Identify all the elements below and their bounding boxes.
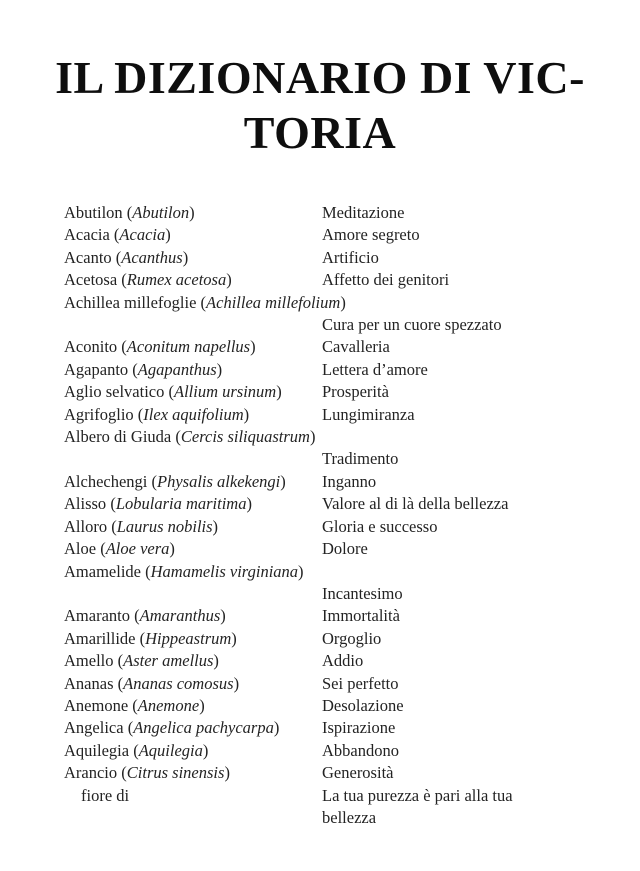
latin-name: Achillea millefolium (206, 292, 341, 312)
flower-name: Amello (64, 651, 114, 671)
entry-row (64, 493, 584, 515)
flower-cell: Aquilegia (Aquilegia) (64, 740, 209, 760)
entry-row (64, 292, 584, 314)
latin-name: Citrus sinensis (126, 763, 225, 783)
flower-cell: Abutilon (Abutilon) (64, 203, 195, 222)
meaning-text: Sei perfetto (322, 673, 399, 693)
dictionary-list (64, 202, 584, 829)
latin-name: Aloe vera (105, 539, 170, 559)
latin-name: Hamamelis virginiana (150, 561, 299, 581)
flower-cell: Alisso (Lobularia maritima) (64, 494, 252, 514)
flower-cell: Amaranto (Amaranthus) (64, 606, 226, 626)
latin-name: Lobularia maritima (115, 494, 247, 514)
flower-name: Anemone (64, 695, 129, 715)
flower-name: Ananas (64, 673, 114, 693)
flower-cell: Alloro (Laurus nobilis) (64, 516, 219, 536)
meaning-text: Lungimiranza (322, 404, 415, 424)
latin-name: Allium ursinum (173, 382, 277, 402)
flower-cell: Aglio selvatico (Allium ursinum) (64, 382, 282, 402)
flower-cell: Acetosa (Rumex acetosa) (64, 270, 232, 290)
meaning-text: Desolazione (322, 695, 404, 715)
latin-name: Anemone (137, 695, 200, 715)
flower-name: Albero di Giuda (64, 427, 172, 447)
page-title (0, 50, 640, 160)
entry-row (64, 717, 584, 739)
flower-name: Aloe (64, 539, 97, 559)
meaning-text: Tradimento (322, 449, 399, 469)
flower-name: Alloro (64, 516, 108, 536)
flower-name: Agapanto (64, 359, 129, 379)
flower-name: Agrifoglio (64, 404, 134, 424)
latin-name: Amaranthus (139, 606, 221, 626)
flower-name: Alchechengi (64, 471, 148, 491)
flower-cell: Aloe (Aloe vera) (64, 539, 175, 559)
flower-cell: Achillea millefoglie (Achillea millefolium) (64, 292, 346, 312)
page-title-line2: TORIA (243, 107, 397, 158)
entry-row (64, 336, 584, 358)
flower-cell: Ananas (Ananas comosus) (64, 673, 240, 693)
flower-name: Achillea millefoglie (64, 292, 197, 312)
meaning-text: Affetto dei genitori (322, 270, 450, 290)
flower-cell: Amello (Aster amellus) (64, 651, 219, 671)
flower-cell (64, 785, 322, 807)
meaning-text: Valore al di là della bellezza (322, 494, 509, 514)
meaning-text: Immortalità (322, 606, 400, 626)
meaning-text: Lettera d’amore (322, 359, 428, 379)
flower-cell: Albero di Giuda (Cercis siliquastrum) (64, 427, 316, 447)
latin-name: Agapanthus (137, 359, 217, 379)
latin-name: Hippeastrum (145, 628, 232, 648)
flower-name: Abutilon (64, 203, 123, 222)
meaning-text: Incantesimo (322, 583, 403, 603)
entry-row (64, 740, 584, 762)
entry-row (64, 426, 584, 448)
entry-row (64, 359, 584, 381)
meaning-text: Ispirazione (322, 718, 396, 738)
flower-name: Amarillide (64, 628, 136, 648)
meaning-text: Gloria e successo (322, 516, 438, 536)
meaning-text: La tua purezza è pari alla tua bellezza (322, 785, 513, 827)
flower-cell: Angelica (Angelica pachycarpa) (64, 718, 280, 738)
flower-name: Arancio (64, 763, 118, 783)
entry-row (64, 202, 584, 224)
entry-row (64, 314, 584, 336)
flower-cell: Alchechengi (Physalis alkekengi) (64, 471, 286, 491)
meaning-text: Orgoglio (322, 628, 382, 648)
meaning-text: Meditazione (322, 203, 405, 222)
meaning-text: Abbandono (322, 740, 399, 760)
flower-name: Aquilegia (64, 740, 130, 760)
page-title-line1: IL DIZIONARIO DI VIC- (55, 52, 585, 103)
entry-row (64, 628, 584, 650)
flower-cell: Amamelide (Hamamelis virginiana) (64, 561, 304, 581)
entry-row (64, 269, 584, 291)
flower-name: Amamelide (64, 561, 141, 581)
latin-name: Ilex aquifolium (143, 404, 244, 424)
entry-row (64, 381, 584, 403)
latin-name: Laurus nobilis (116, 516, 213, 536)
flower-cell: Agapanto (Agapanthus) (64, 359, 223, 379)
flower-name: Angelica (64, 718, 124, 738)
flower-cell: Arancio (Citrus sinensis) (64, 763, 230, 783)
flower-name: Aglio selvatico (64, 382, 165, 402)
entry-row (64, 561, 584, 583)
meaning-text: Amore segreto (322, 225, 420, 245)
entry-row (64, 448, 584, 470)
latin-name: Ananas comosus (123, 673, 234, 693)
entry-row (64, 224, 584, 246)
meaning-text: Generosità (322, 763, 394, 783)
flower-name: Aconito (64, 337, 118, 357)
entry-row (64, 673, 584, 695)
flower-cell: Aconito (Aconitum napellus) (64, 337, 256, 357)
latin-name: Acacia (119, 225, 166, 245)
meaning-text: Cavalleria (322, 337, 390, 357)
flower-cell: Acacia (Acacia) (64, 225, 171, 245)
meaning-text: Dolore (322, 539, 368, 559)
latin-name: Abutilon (132, 203, 190, 222)
entry-row (64, 516, 584, 538)
entry-row (64, 471, 584, 493)
entry-row (64, 583, 584, 605)
entry-row (64, 404, 584, 426)
flower-cell: Acanto (Acanthus) (64, 247, 189, 267)
latin-name: Physalis alkekengi (157, 471, 281, 491)
entry-row (64, 785, 584, 830)
flower-name: Alisso (64, 494, 107, 514)
meaning-text: Cura per un cuore spezzato (322, 315, 502, 335)
meaning-text: Prosperità (322, 382, 389, 402)
meaning-text: Addio (322, 651, 364, 671)
entry-row (64, 605, 584, 627)
flower-name: Amaranto (64, 606, 130, 626)
entry-row (64, 650, 584, 672)
meaning-text: Inganno (322, 471, 377, 491)
flower-name: fiore di (81, 785, 130, 805)
flower-name: Acetosa (64, 270, 118, 290)
latin-name: Angelica pachycarpa (133, 718, 274, 738)
latin-name: Aquilegia (138, 740, 203, 760)
meaning-text: Artificio (322, 247, 379, 267)
latin-name: Aconitum napellus (126, 337, 251, 357)
latin-name: Cercis siliquastrum (180, 427, 310, 447)
flower-cell: Agrifoglio (Ilex aquifolium) (64, 404, 250, 424)
entry-row (64, 247, 584, 269)
latin-name: Rumex acetosa (126, 270, 227, 290)
latin-name: Aster amellus (123, 651, 214, 671)
entry-row (64, 762, 584, 784)
latin-name: Acanthus (121, 247, 183, 267)
entry-row (64, 695, 584, 717)
flower-cell: Amarillide (Hippeastrum) (64, 628, 237, 648)
entry-row (64, 538, 584, 560)
flower-name: Acacia (64, 225, 110, 245)
flower-cell: Anemone (Anemone) (64, 695, 205, 715)
flower-name: Acanto (64, 247, 112, 267)
